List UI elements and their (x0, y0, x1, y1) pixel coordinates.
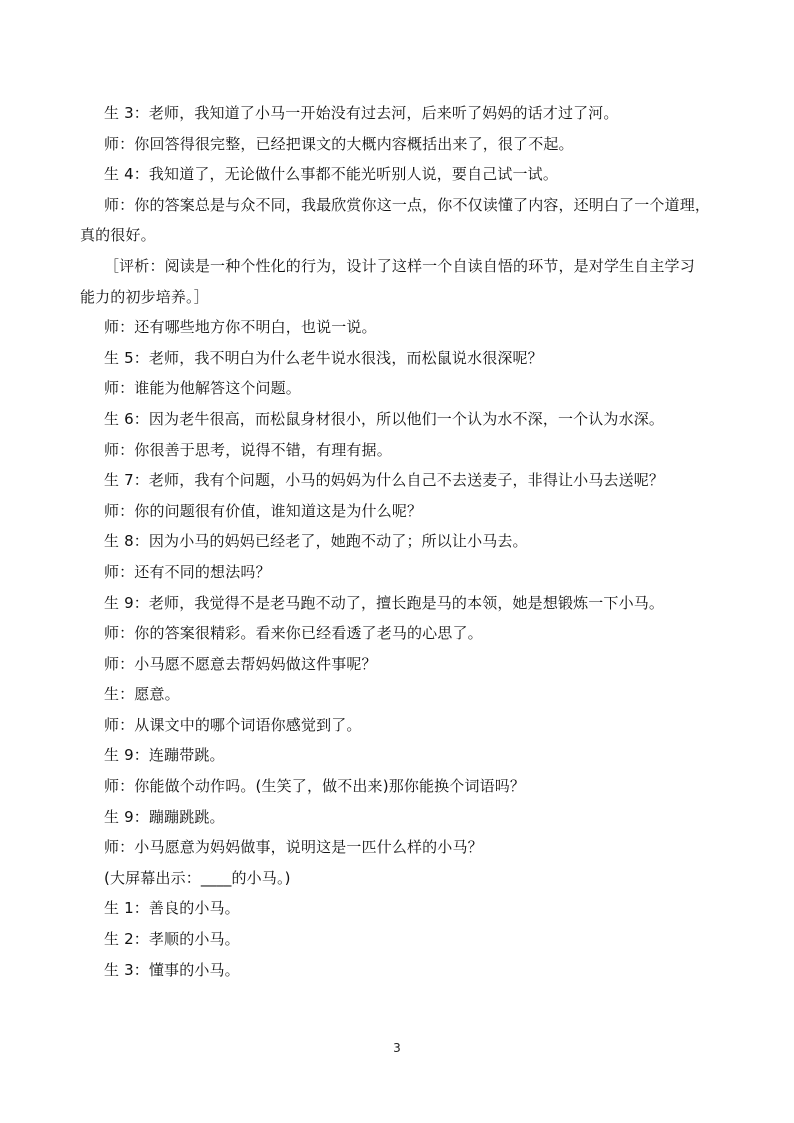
document-body (80, 98, 711, 985)
text-line: 生 9：蹦蹦跳跳。 (104, 807, 225, 826)
commentary-line: 能力的初步培养。］ (80, 287, 209, 306)
page-number: 3 (393, 1041, 401, 1055)
text-line: 师：你的问题很有价值，谁知道这是为什么呢？ (104, 501, 423, 520)
text-line: 师：小马愿不愿意去帮妈妈做这件事呢？ (104, 654, 377, 673)
text-line: 生 3：老师，我知道了小马一开始没有过去河，后来听了妈妈的话才过了河。 (104, 104, 619, 122)
text-line: 生 7：老师，我有个问题，小马的妈妈为什么自己不去送麦子，非得让小马去送呢？ (104, 471, 665, 490)
text-line: 生 1：善良的小马。 (104, 899, 240, 918)
text-line: 生 4：我知道了，无论做什么事都不能光听别人说，要自己试一试。 (104, 165, 558, 184)
text-line: 师：你回答得很完整，已经把课文的大概内容概括出来了，很了不起。 (104, 134, 574, 153)
text-line: 真的很好。 (80, 226, 156, 245)
text-line: 生 8：因为小马的妈妈已经老了，她跑不动了；所以让小马去。 (104, 532, 528, 551)
text-line: 师：你很善于思考，说得不错，有理有据。 (104, 440, 392, 459)
text-line: 师：你能做个动作吗。(生笑了，做不出来)那你能换个词语吗？ (104, 777, 526, 796)
text-line: 生 5：老师，我不明白为什么老牛说水很浅，而松鼠说水很深呢？ (104, 348, 543, 367)
text-line: (大屏幕出示：____的小马。) (104, 868, 291, 887)
text-line: 生：愿意。 (104, 685, 180, 704)
text-line: 生 9：连蹦带跳。 (104, 746, 225, 765)
text-line: 师：还有不同的想法吗？ (104, 562, 271, 581)
text-line: 师：谁能为他解答这个问题。 (104, 379, 301, 398)
text-line: 师：你的答案总是与众不同，我最欣赏你这一点，你不仅读懂了内容，还明白了一个道理， (104, 195, 711, 214)
text-line: 师：你的答案很精彩。看来你已经看透了老马的心思了。 (104, 624, 483, 643)
text-line: 生 3：懂事的小马。 (104, 960, 240, 979)
text-line: 师：还有哪些地方你不明白，也说一说。 (104, 318, 377, 337)
commentary-line: ［评析：阅读是一种个性化的行为，设计了这样一个自读自悟的环节，是对学生自主学习 (104, 256, 695, 275)
text-line: 师：从课文中的哪个词语你感觉到了。 (104, 715, 362, 734)
text-line: 生 2：孝顺的小马。 (104, 930, 240, 949)
text-line: 生 9：老师，我觉得不是老马跑不动了，擅长跑是马的本领，她是想锻炼一下小马。 (104, 593, 665, 612)
text-line: 师：小马愿意为妈妈做事，说明这是一匹什么样的小马？ (104, 838, 483, 857)
text-line: 生 6：因为老牛很高，而松鼠身材很小，所以他们一个认为水不深，一个认为水深。 (104, 409, 665, 428)
